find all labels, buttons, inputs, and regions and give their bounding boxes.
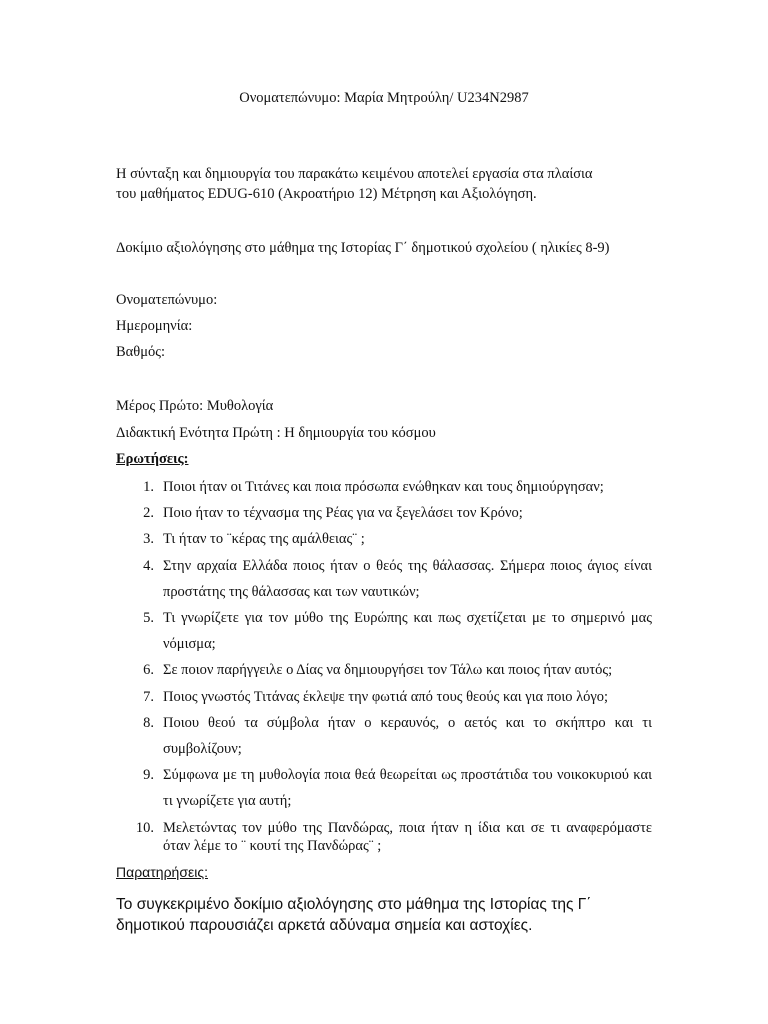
observations-text: Το συγκεκριμένο δοκίμιο αξιολόγησης στο μάθημα της Ιστορίας της Γ΄ δημοτικού παρουσιάζει αρκετά αδύναμα σημεία και αστοχίες. xyxy=(116,896,592,934)
question-text: Τι ήταν το ¨κέρας της αμάλθειας¨ ; xyxy=(163,531,365,548)
author-name-line: Ονοματεπώνυμο: Μαρία Μητρούλη/ U234N2987 xyxy=(239,90,529,106)
question-number: 2. xyxy=(143,505,154,522)
question-text: Στην αρχαία Ελλάδα ποιος ήταν ο θεός της θάλασσας. Σήμερα ποιος άγιος είναι προστάτης της θάλασσας και των ναυτικών; xyxy=(163,557,652,600)
question-text: Ποιου θεού τα σύμβολα ήταν ο κεραυνός, ο αετός και το σκήπτρο και τι συμβολίζουν; xyxy=(163,714,652,758)
question-text: Σε ποιον παρήγγειλε ο Δίας να δημιουργήσει τον Τάλω και ποιος ήταν αυτός; xyxy=(163,662,613,679)
question-item xyxy=(116,710,652,762)
question-item xyxy=(116,657,652,683)
unit-heading: Διδακτική Ενότητα Πρώτη : Η δημιουργία του κόσμου xyxy=(116,425,436,441)
question-number: 1. xyxy=(143,479,154,495)
question-item xyxy=(116,500,652,526)
question-item xyxy=(116,474,652,500)
part-heading: Μέρος Πρώτο: Μυθολογία xyxy=(116,398,274,414)
observations-heading: Παρατηρήσεις: xyxy=(116,864,208,880)
question-text: Τι γνωρίζετε για τον μύθο της Ευρώπης και πως σχετίζεται με το σημερινό μας νόμισμα; xyxy=(163,610,652,653)
question-number: 7. xyxy=(143,688,154,705)
questions-list xyxy=(116,474,652,855)
question-item xyxy=(116,815,652,855)
question-number: 8. xyxy=(143,714,154,731)
intro-line-2: του μαθήματος EDUG-610 (Ακροατήριο 12) Μέτρηση και Αξιολόγηση. xyxy=(116,186,537,202)
student-name-label: Ονοματεπώνυμο: xyxy=(116,292,218,308)
question-item xyxy=(116,762,652,814)
question-text: Ποιο ήταν το τέχνασμα της Ρέας για να ξεγελάσει τον Κρόνο; xyxy=(163,505,523,522)
question-number: 4. xyxy=(143,557,154,574)
question-number: 10. xyxy=(135,819,154,836)
question-text: Μελετώντας τον μύθο της Πανδώρας, ποια ήταν η ίδια και σε τι αναφερόμαστε όταν λέμε το ¨ κουτί της Πανδώρας¨ ; xyxy=(163,819,652,854)
question-text: Ποιος γνωστός Τιτάνας έκλεψε την φωτιά από τους θεούς και για ποιο λόγο; xyxy=(163,688,609,705)
question-item xyxy=(116,605,652,657)
date-label: Ημερομηνία: xyxy=(116,318,193,334)
question-number: 6. xyxy=(143,662,154,679)
questions-heading: Ερωτήσεις: xyxy=(116,451,189,467)
question-text: Ποιοι ήταν οι Τιτάνες και ποια πρόσωπα ενώθηκαν και τους δημιούργησαν; xyxy=(163,479,604,495)
question-number: 3. xyxy=(143,531,154,548)
test-title: Δοκίμιο αξιολόγησης στο μάθημα της Ιστορίας Γ΄ δημοτικού σχολείου ( ηλικίες 8-9) xyxy=(116,240,610,256)
question-item xyxy=(116,553,652,605)
question-item xyxy=(116,684,652,710)
question-number: 9. xyxy=(143,767,154,784)
question-text: Σύμφωνα με τη μυθολογία ποια θεά θεωρείται ως προστάτιδα του νοικοκυριού και τι γνωρίζετε για αυτή; xyxy=(163,767,652,810)
question-number: 5. xyxy=(143,610,154,627)
intro-line-1: Η σύνταξη και δημιουργία του παρακάτω κειμένου αποτελεί εργασία στα πλαίσια xyxy=(116,166,593,182)
grade-label: Βαθμός: xyxy=(116,344,166,360)
question-item xyxy=(116,526,652,552)
